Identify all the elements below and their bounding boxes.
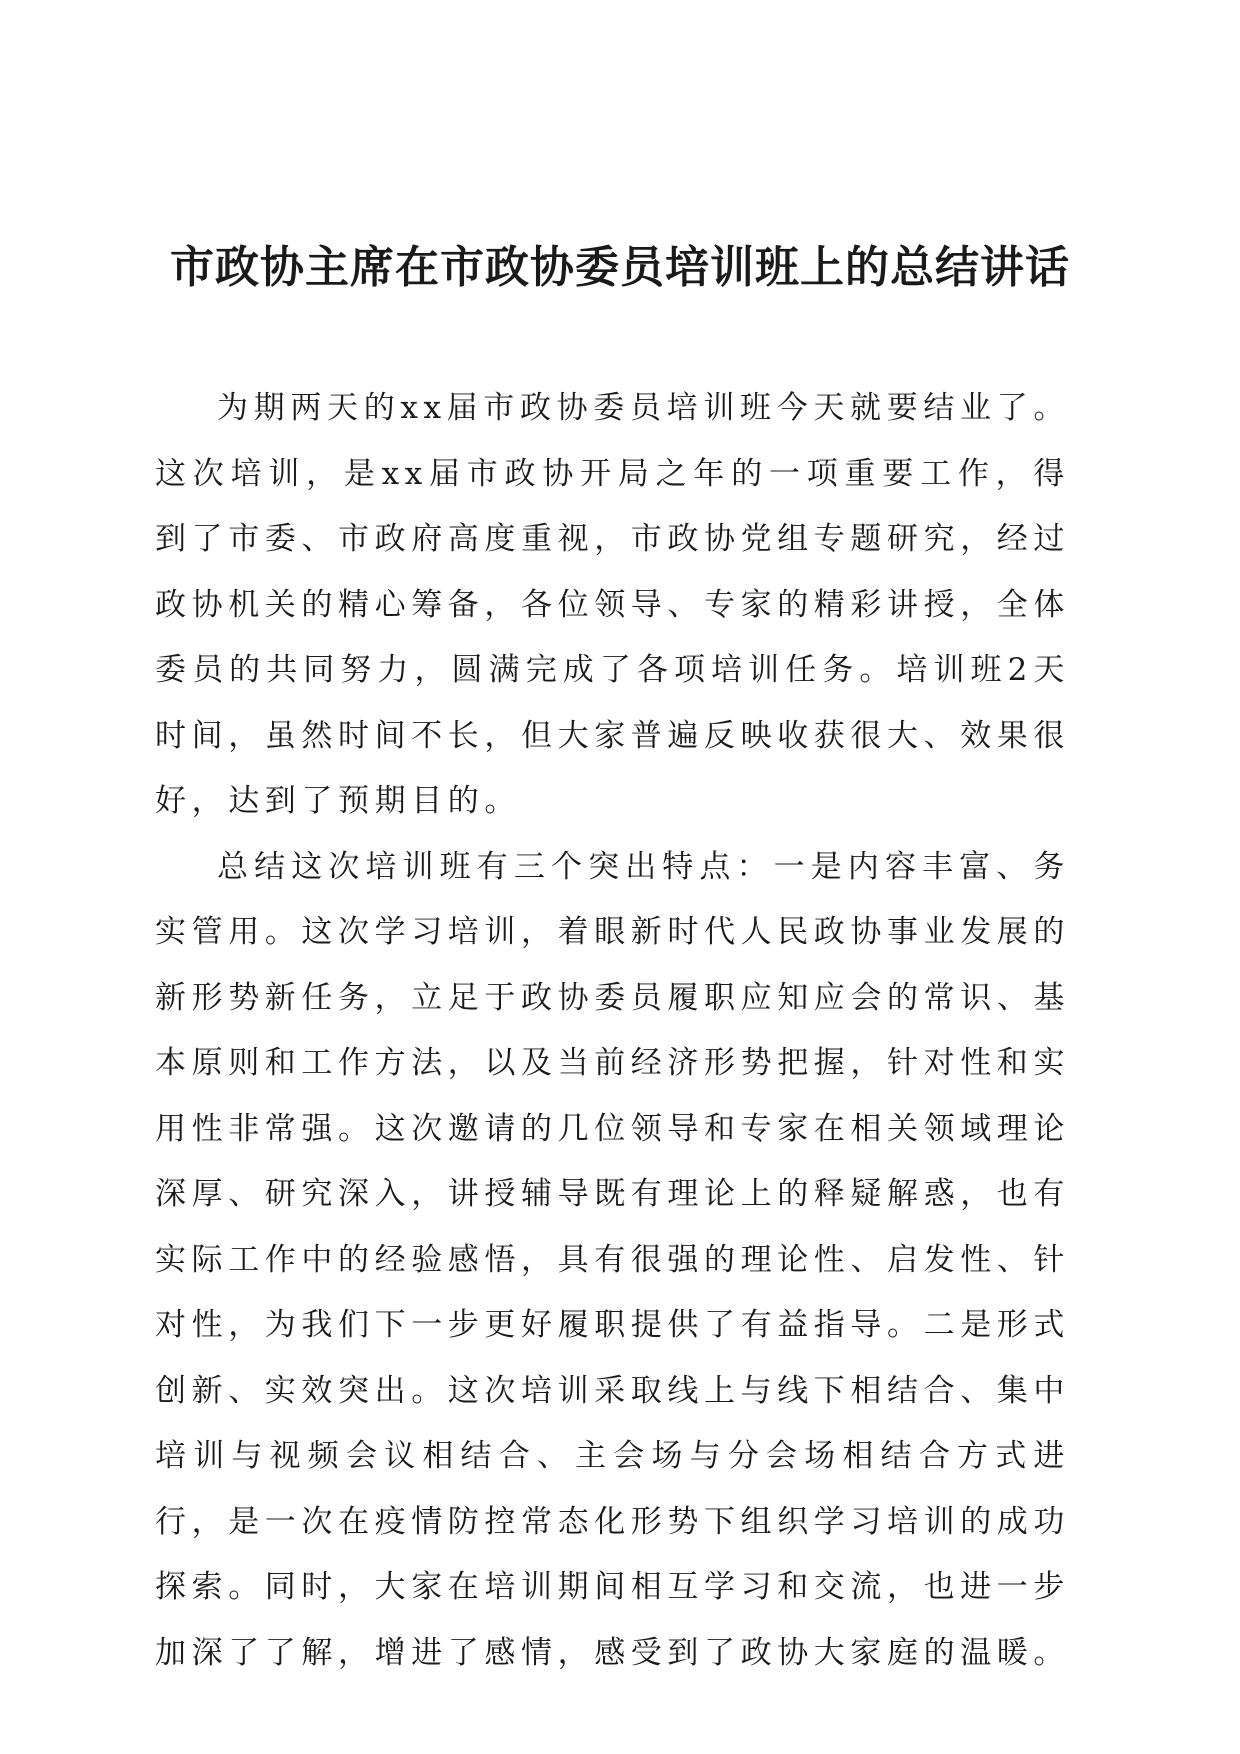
paragraph-1: 为期两天的xx届市政协委员培训班今天就要结业了。这次培训，是xx届市政协开局之年的一项重要工作，得到了市委、市政府高度重视，市政协党组专题研究，经过政协机关的精心筹备，各位领导、专家的精彩讲授，全体委员的共同努力，圆满完成了各项培训任务。培训班2天时间，虽然时间不长，但大家普遍反映收获很大、效果很好，达到了预期目的。 <box>155 390 1070 819</box>
document-title: 市政协主席在市政协委员培训班上的总结讲话 <box>170 242 1070 293</box>
document-body <box>155 376 1070 1686</box>
paragraph-2: 总结这次培训班有三个突出特点：一是内容丰富、务实管用。这次学习培训，着眼新时代人民政协事业发展的新形势新任务，立足于政协委员履职应知应会的常识、基本原则和工作方法，以及当前经济形势把握，针对性和实用性非常强。这次邀请的几位领导和专家在相关领域理论深厚、研究深入，讲授辅导既有理论上的释疑解惑，也有实际工作中的经验感悟，具有很强的理论性、启发性、针对性，为我们下一步更好履职提供了有益指导。二是形式创新、实效突出。这次培训采取线上与线下相结合、集中培训与视频会议相结合、主会场与分会场相结合方式进行，是一次在疫情防控常态化形势下组织学习培训的成功探索。同时，大家在培训期间相互学习和交流，也进一步加深了了解，增进了感情，感受到了政协大家庭的温暖。 <box>155 848 1070 1671</box>
